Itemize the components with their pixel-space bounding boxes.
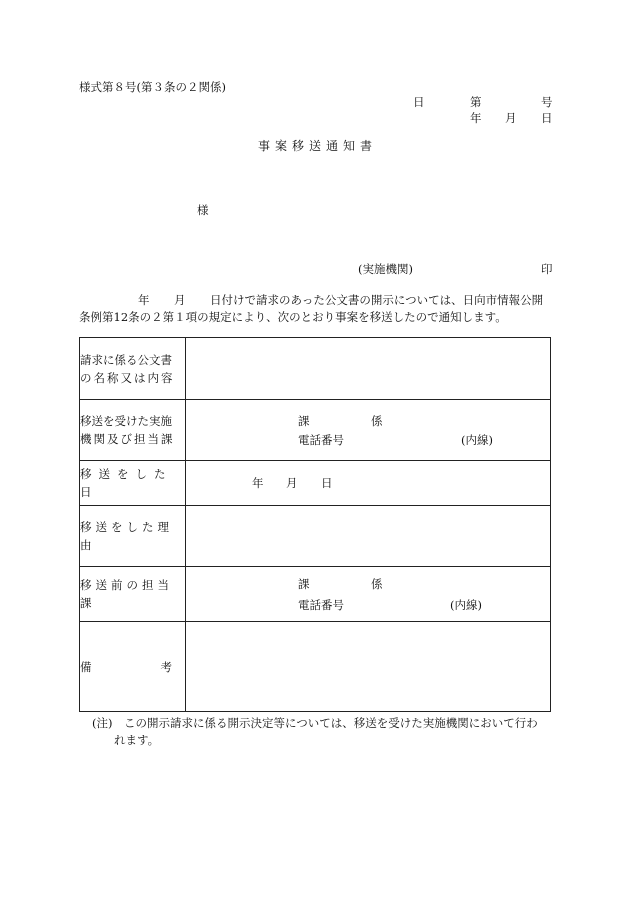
- label-document-name: [80, 338, 186, 400]
- transfer-year-label: 年: [252, 476, 264, 490]
- number-day-label: 日: [413, 95, 425, 109]
- row-remarks: [80, 622, 551, 712]
- seal-mark: 印: [541, 262, 553, 276]
- body-text-line1: 日付けで請求のあった公文書の開示については、日向市情報公開: [210, 293, 544, 307]
- receiving-ka-label: 課: [298, 414, 310, 428]
- value-transfer-reason[interactable]: [186, 506, 551, 567]
- label-previous-department: [80, 567, 186, 622]
- receiving-extension-label: (内線): [461, 433, 493, 447]
- date-day-label: 日: [541, 111, 553, 125]
- label-receiving-agency-line1: 移送を受けた実施: [80, 414, 172, 428]
- value-previous-department[interactable]: [186, 567, 551, 622]
- value-remarks[interactable]: [186, 622, 551, 712]
- receiving-phone-label: 電話番号: [298, 433, 344, 447]
- agency-label: (実施機関): [358, 262, 413, 276]
- value-document-name[interactable]: [186, 338, 551, 400]
- label-remarks-a: 備: [80, 659, 92, 674]
- addressee-suffix: 様: [197, 203, 209, 217]
- document-title: 事案移送通知書: [258, 139, 378, 153]
- previous-kakari-label: 係: [371, 577, 383, 591]
- receiving-kakari-label: 係: [371, 414, 383, 428]
- row-transfer-reason: [80, 506, 551, 567]
- body-year: 年: [138, 293, 150, 307]
- previous-phone-label: 電話番号: [298, 598, 344, 612]
- number-dai-label: 第: [470, 95, 482, 109]
- value-transfer-date[interactable]: [186, 461, 551, 506]
- row-previous-department: [80, 567, 551, 622]
- label-transfer-date-inner: 移送をした日: [80, 467, 173, 499]
- label-previous-department-text: 移送前の担当課: [80, 578, 173, 610]
- label-receiving-agency-line2: 機関及び担当課: [80, 432, 175, 446]
- form-number: 様式第８号(第３条の２関係): [79, 80, 226, 94]
- date-month-label: 月: [505, 111, 517, 125]
- label-remarks-b: 考: [160, 659, 172, 674]
- previous-extension-label: (内線): [450, 598, 482, 612]
- label-receiving-agency: [80, 400, 186, 461]
- row-transfer-date: [80, 461, 551, 506]
- date-year-label: 年: [470, 111, 482, 125]
- label-remarks: [80, 622, 186, 712]
- label-document-name-line2: の名称又は内容: [80, 370, 175, 385]
- label-document-name-line1: 請求に係る公文書: [80, 352, 172, 367]
- note-line1: (注) この開示請求に係る開示決定等については、移送を受けた実施機関において行わ: [92, 716, 538, 730]
- previous-ka-label: 課: [298, 577, 310, 591]
- label-transfer-date-text: [80, 465, 174, 501]
- transfer-table: [79, 337, 551, 712]
- body-month: 月: [174, 293, 186, 307]
- number-go-label: 号: [541, 95, 553, 109]
- transfer-day-label: 日: [321, 476, 333, 490]
- label-transfer-reason: [80, 506, 186, 567]
- label-transfer-date: [80, 461, 186, 506]
- row-document-name: [80, 338, 551, 400]
- label-remarks-text: [80, 658, 172, 676]
- value-receiving-agency[interactable]: [186, 400, 551, 461]
- row-receiving-agency: [80, 400, 551, 461]
- label-transfer-reason-text: 移送をした理由: [80, 520, 173, 552]
- transfer-month-label: 月: [286, 476, 298, 490]
- note-line2: れます。: [114, 733, 160, 747]
- body-text-line2: 条例第12条の２第１項の規定により、次のとおり事案を移送したので通知します。: [79, 310, 507, 324]
